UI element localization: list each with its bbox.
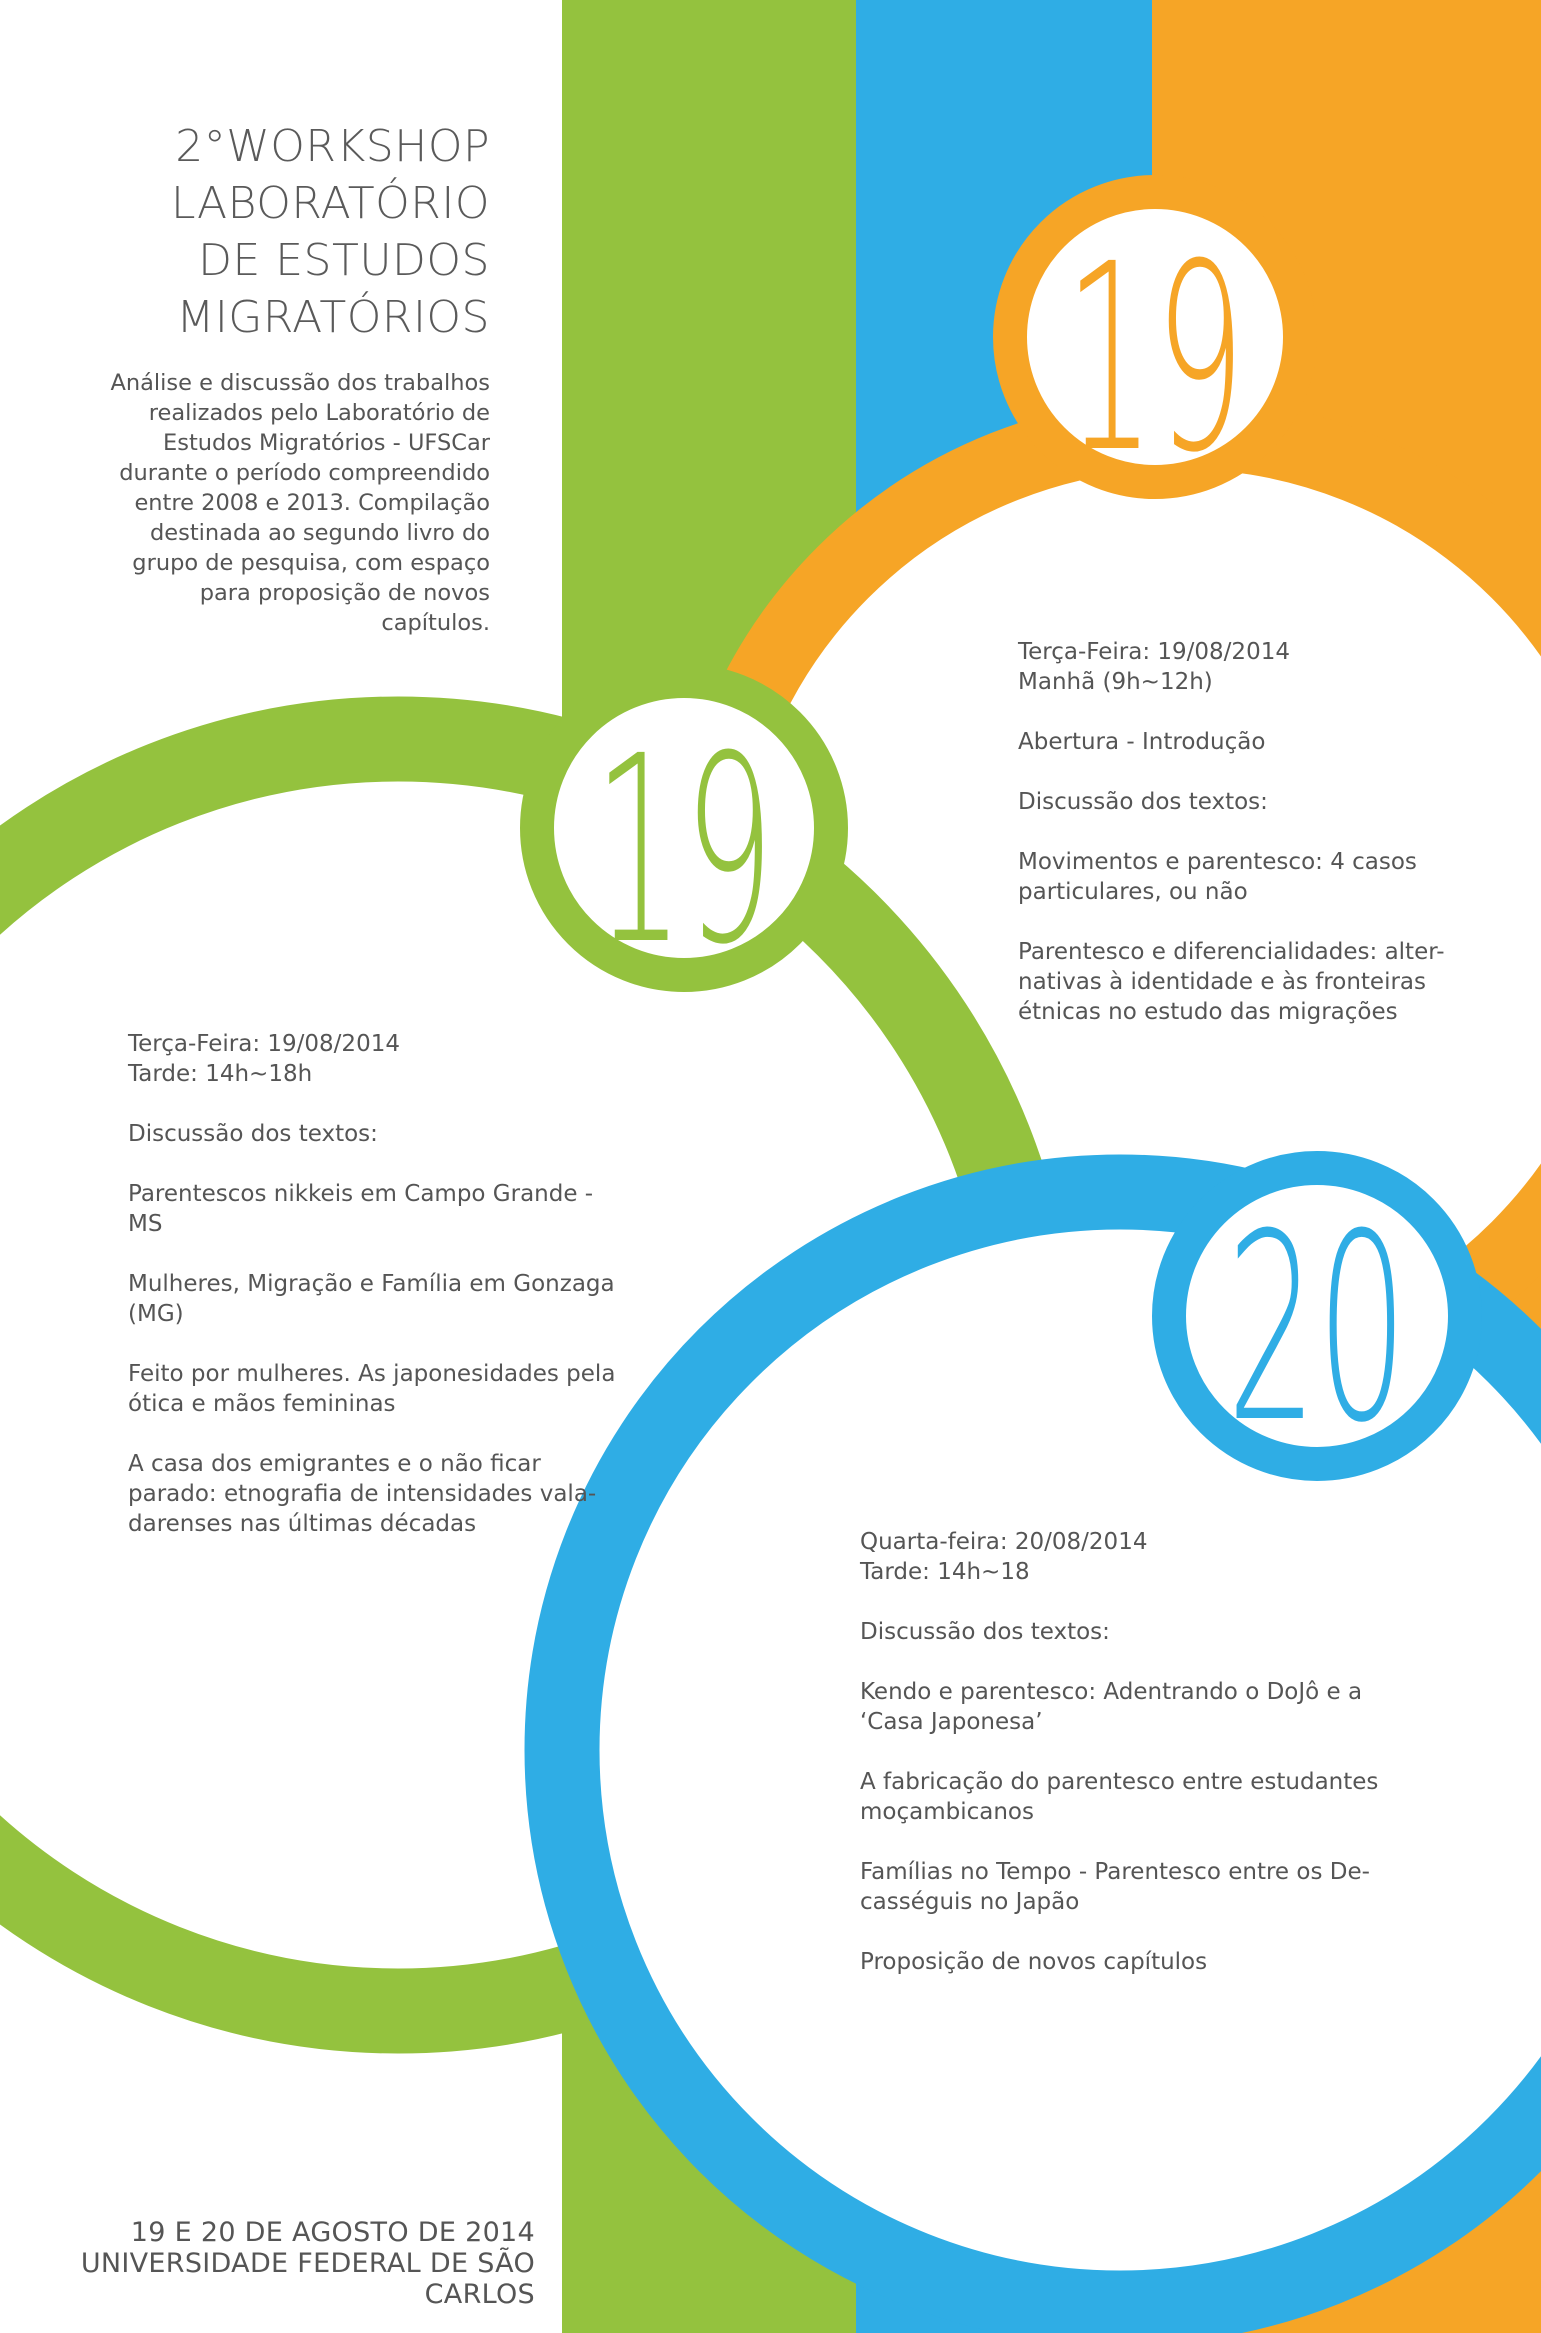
event-venue: UNIVERSIDADE FEDERAL DE SÃO CARLOS xyxy=(80,2248,535,2310)
schedule-item: Mulheres, Migração e Família em Gonzaga (MG) xyxy=(128,1271,615,1327)
title-line-3: DE ESTUDOS xyxy=(198,235,490,286)
schedule-header: Terça-Feira: 19/08/2014 Tarde: 14h~18h xyxy=(128,1031,400,1087)
event-footer xyxy=(0,2217,535,2310)
title-line-1: 2°WORKSHOP xyxy=(175,121,490,172)
schedule-item: Movimentos e parentesco: 4 casos particulares, ou não xyxy=(1018,849,1417,905)
schedule-item: Feito por mulheres. As japonesidades pela ótica e mãos femininas xyxy=(128,1361,616,1417)
schedule-item: Famílias no Tempo - Parentesco entre os De- casséguis no Japão xyxy=(860,1859,1370,1915)
schedule-item: Discussão dos textos: xyxy=(128,1121,378,1147)
schedule-item: Proposição de novos capítulos xyxy=(860,1949,1208,1975)
schedule-item: Discussão dos textos: xyxy=(860,1619,1110,1645)
schedule-item: Kendo e parentesco: Adentrando o DoJô e a ‘Casa Japonesa’ xyxy=(860,1679,1363,1735)
event-dates: 19 E 20 DE AGOSTO DE 2014 xyxy=(130,2217,535,2248)
schedule-item: Discussão dos textos: xyxy=(1018,789,1268,815)
intro-paragraph: Análise e discussão dos trabalhos realizados pelo Laboratório de Estudos Migratórios - UFSCar durante o período compreendido entre 2008 e 2013. Compilação destinada ao segundo livro do grupo de pesquisa, com espaço para proposição de novos capítulos. xyxy=(110,370,490,636)
schedule-item: Abertura - Introdução xyxy=(1018,729,1266,755)
schedule-item: Parentescos nikkeis em Campo Grande - MS xyxy=(128,1181,594,1237)
schedule-day2-afternoon xyxy=(860,1527,1420,2007)
schedule-header: Quarta-feira: 20/08/2014 Tarde: 14h~18 xyxy=(860,1529,1148,1585)
schedule-day1-afternoon xyxy=(128,1029,638,1569)
workshop-title xyxy=(0,118,490,346)
schedule-item: A fabricação do parentesco entre estudantes moçambicanos xyxy=(860,1769,1379,1825)
schedule-header: Terça-Feira: 19/08/2014 Manhã (9h~12h) xyxy=(1018,639,1290,695)
orange-date-number: 19 xyxy=(1064,210,1246,510)
schedule-day1-morning xyxy=(1018,637,1498,1057)
blue-date-number: 20 xyxy=(1226,1180,1408,1480)
schedule-item: A casa dos emigrantes e o não ficar parado: etnografia de intensidades vala- darenses nas últimas décadas xyxy=(128,1451,597,1537)
title-line-4: MIGRATÓRIOS xyxy=(176,292,490,343)
title-line-2: LABORATÓRIO xyxy=(171,178,490,229)
schedule-item: Parentesco e diferencialidades: alter- nativas à identidade e às fronteiras étnicas no estudo das migrações xyxy=(1018,939,1445,1025)
green-date-number: 19 xyxy=(593,702,775,1002)
